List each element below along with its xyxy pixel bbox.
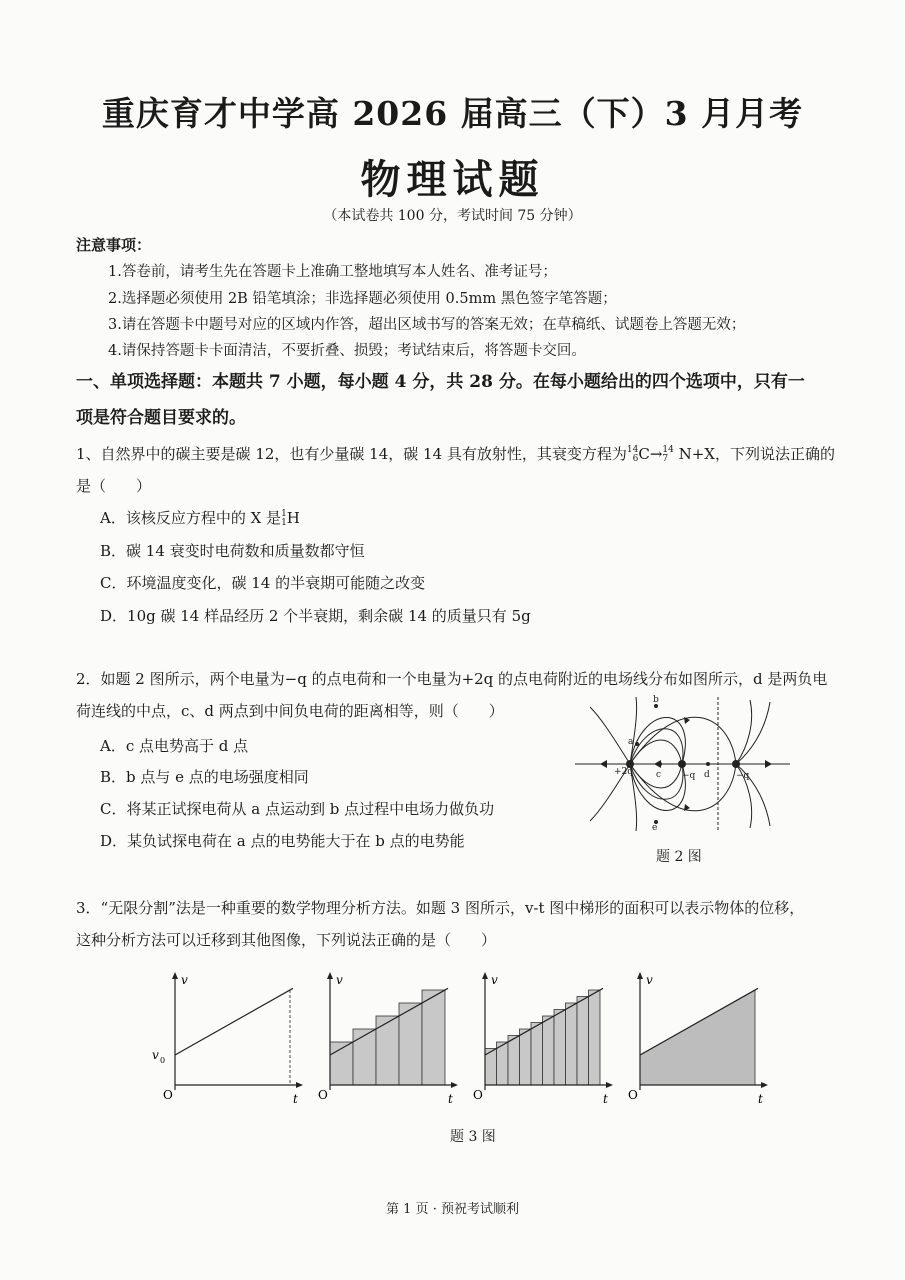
axis-arrow-icon [482, 972, 488, 979]
axis-label-v: v [491, 973, 498, 987]
axis-label-t: t [448, 1092, 453, 1106]
arrow-icon [600, 760, 607, 768]
axis-arrow-icon [172, 972, 178, 979]
axis-arrow-icon [637, 972, 643, 979]
q1-stem [76, 443, 836, 464]
label-v0: v [152, 1048, 159, 1062]
section-heading-line: 一、单项选择题：本题共 7 小题，每小题 4 分，共 28 分。在每小题给出的四个选项中，只有一 [76, 372, 805, 392]
q1-option-b[interactable]: B．碳 14 衰变时电荷数和质量数都守恒 [100, 542, 365, 560]
area-strip [399, 1003, 422, 1085]
axis-arrow-icon [451, 1082, 458, 1088]
exam-title: 重庆育才中学高 2026 届高三（下）3 月月考 [101, 94, 804, 133]
q1-h-symbol: H [286, 509, 300, 527]
q2-option-d[interactable]: D．某负试探电荷在 a 点的电势能大于在 b 点的电势能 [100, 832, 465, 850]
notes-title: 注意事项： [76, 236, 152, 254]
area-strip [508, 1036, 520, 1086]
q2-option-c[interactable]: C．将某正试探电荷从 a 点运动到 b 点过程中电场力做负功 [100, 800, 495, 818]
q1-option-c[interactable]: C．环境温度变化，碳 14 的半衰期可能随之改变 [100, 574, 426, 592]
axis-label-v: v [181, 973, 188, 987]
label-point-e: e [652, 823, 658, 832]
q2-option-b[interactable]: B．b 点与 e 点的电场强度相同 [100, 768, 309, 786]
area-strip [543, 1016, 555, 1085]
area-strip [376, 1016, 399, 1085]
area-strip [566, 1003, 578, 1085]
section-heading [76, 364, 836, 436]
field-line [736, 700, 752, 764]
q2-option-a[interactable]: A．c 点电势高于 d 点 [100, 737, 249, 755]
section-heading-line: 项是符合题目要求的。 [76, 408, 246, 428]
q1-n-charge: 7 [662, 454, 669, 464]
q1-option-a-text: A．该核反应方程中的 X 是 [100, 509, 282, 527]
label-v0-subscript: 0 [160, 1056, 166, 1065]
area-strip [589, 990, 601, 1085]
q1-stem-rest: N+X，下列说法正确的 [673, 445, 835, 463]
q1-option-d[interactable]: D．10g 碳 14 样品经历 2 个半衰期，剩余碳 14 的质量只有 5g [100, 607, 531, 625]
label-minus-charge: −q [682, 771, 696, 781]
axis-arrow-icon [606, 1082, 613, 1088]
page-footer: 第 1 页 · 预祝考试顺利 [386, 1202, 519, 1217]
area-strip [577, 997, 589, 1086]
axis-label-v: v [336, 973, 343, 987]
label-point-a: a [628, 737, 634, 747]
point-d-dot [706, 762, 710, 766]
axis-label-t: t [758, 1092, 763, 1106]
note-item: 4.请保持答题卡卡面清洁，不要折叠、损毁；考试结束后，将答题卡交回。 [108, 343, 586, 359]
label-point-d: d [704, 770, 710, 780]
area-strip [422, 990, 445, 1085]
q1-option-a[interactable] [100, 507, 300, 528]
area-strip [353, 1029, 376, 1085]
axis-arrow-icon [327, 972, 333, 979]
arrow-icon [654, 760, 661, 768]
origin-label: O [163, 1088, 173, 1102]
area-strip [554, 1010, 566, 1086]
q2-field-figure [570, 692, 795, 832]
label-point-b: b [653, 695, 659, 705]
q1-stem-line2: 是（ ） [76, 477, 152, 495]
q1-c-mass: 14 [626, 445, 639, 455]
origin-label: O [473, 1088, 483, 1102]
note-item: 3.请在答题卡中题号对应的区域内作答，超出区域书写的答案无效；在草稿纸、试题卷上答题无效； [108, 317, 746, 333]
axis-label-t: t [603, 1092, 608, 1106]
axis-arrow-icon [296, 1082, 303, 1088]
note-item: 1.答卷前，请考生先在答题卡上准确工整地填写本人姓名、准考证号； [108, 264, 557, 280]
vt-line [175, 988, 293, 1055]
field-line [630, 697, 637, 764]
q1-c-symbol: C→ [638, 445, 663, 463]
axis-label-v: v [646, 973, 653, 987]
origin-label: O [318, 1088, 328, 1102]
q3-stem-line2: 这种分析方法可以迁移到其他图像，下列说法正确的是（ ） [76, 931, 497, 949]
q1-n-mass: 14 [662, 445, 674, 455]
q3-vt-figure [150, 970, 790, 1110]
axis-arrow-icon [761, 1082, 768, 1088]
field-line [736, 702, 770, 764]
origin-label: O [628, 1088, 638, 1102]
q3-figure-caption: 题 3 图 [450, 1129, 496, 1145]
charge-negative [732, 760, 740, 768]
q2-figure-caption: 题 2 图 [656, 849, 702, 865]
q1-h-mass: 1 [281, 509, 287, 519]
q1-stem-text: 1、自然界中的碳主要是碳 12，也有少量碳 14，碳 14 具有放射性，其衰变方程为 [76, 445, 627, 463]
label-point-c: c [656, 770, 662, 780]
q2-stem: 2．如题 2 图所示，两个电量为−q 的点电荷和一个电量为+2q 的点电荷附近的电场线分布如图所示，d 是两负电 [76, 670, 828, 688]
q1-nuclide-c-numbers [627, 446, 638, 464]
q1-c-charge: 6 [632, 454, 639, 464]
label-plus-charge: +2q [614, 767, 634, 777]
field-line [590, 707, 630, 764]
point-a-dot [635, 742, 639, 746]
q1-h-charge: 1 [281, 518, 287, 528]
area-strip [497, 1042, 509, 1085]
q1-nuclide-n-numbers [662, 446, 673, 464]
axis-label-t: t [293, 1092, 298, 1106]
exam-info: （本试卷共 100 分，考试时间 75 分钟） [323, 208, 582, 224]
charge-negative [678, 760, 686, 768]
note-item: 2.选择题必须使用 2B 铅笔填涂；非选择题必须使用 0.5mm 黑色签字笔答题； [108, 291, 617, 307]
q3-stem: 3．“无限分割”法是一种重要的数学物理分析方法。如题 3 图所示，v-t 图中梯形的面积可以表示物体的位移， [76, 899, 805, 917]
area-trapezoid [640, 990, 755, 1085]
area-strip [520, 1029, 532, 1085]
subject-title: 物理试题 [360, 156, 545, 203]
label-minus-charge: −q [736, 771, 750, 781]
q2-stem-line2: 荷连线的中点，c、d 两点到中间负电荷的距离相等，则（ ） [76, 702, 504, 720]
area-strip [531, 1023, 543, 1086]
arrow-icon [765, 760, 772, 768]
